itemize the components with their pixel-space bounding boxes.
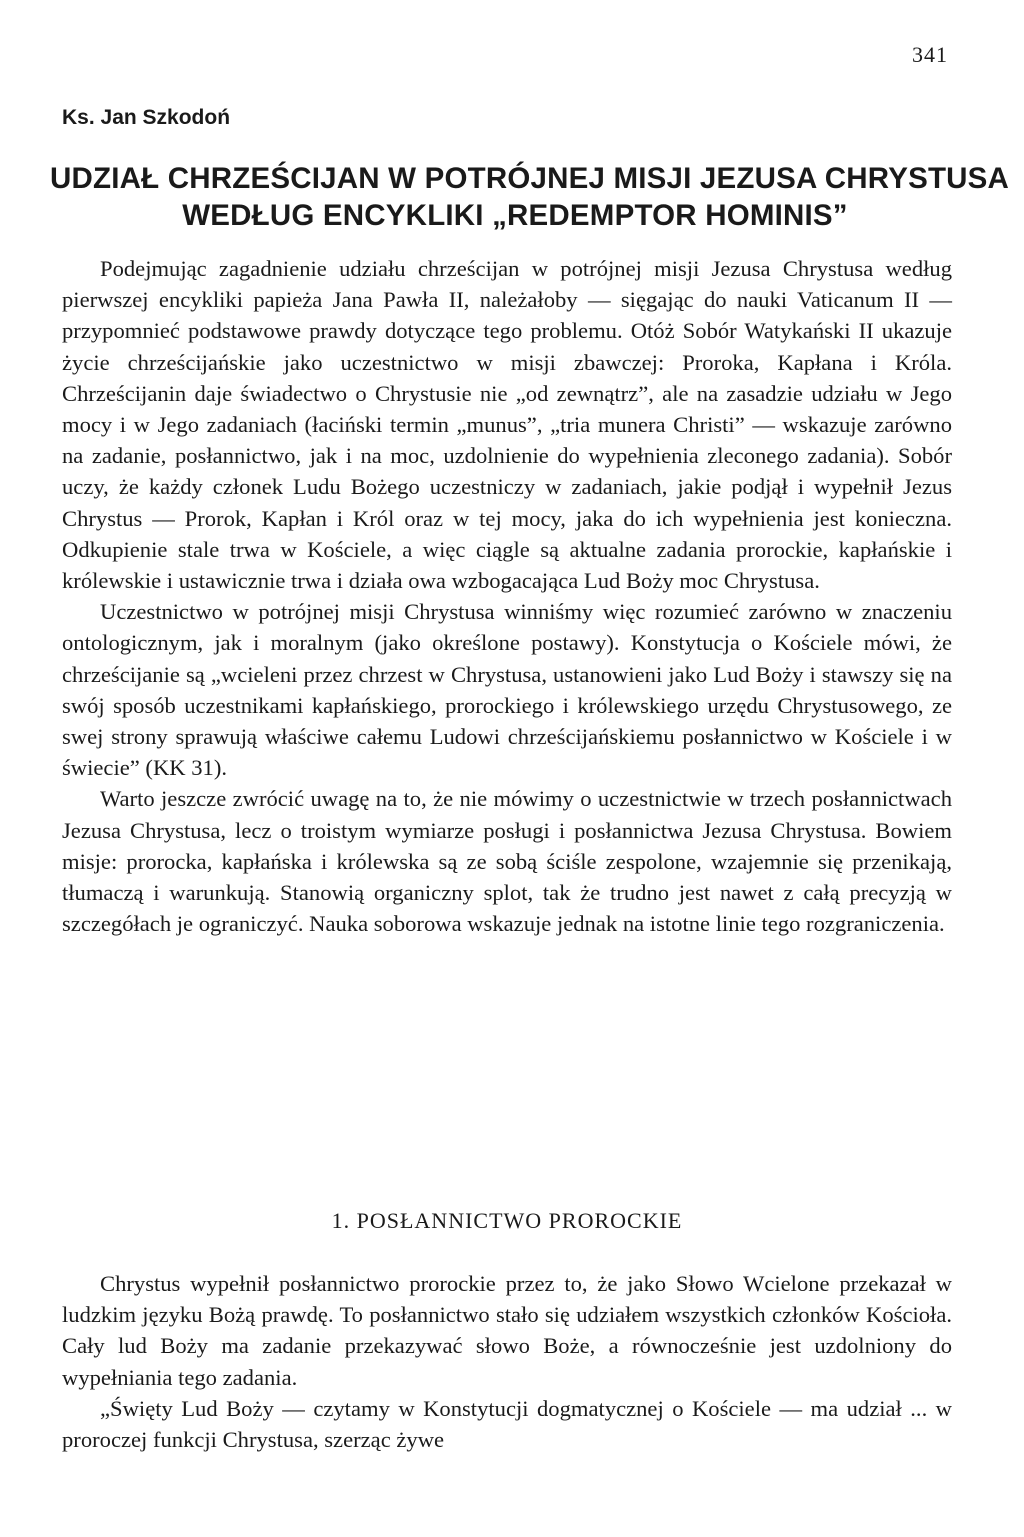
title-line-2: WEDŁUG ENCYKLIKI „REDEMPTOR HOMINIS” (182, 199, 848, 232)
author: Ks. Jan Szkodoń (62, 106, 231, 129)
paragraph: Podejmując zagadnienie udziału chrześcijan w potrójnej misji Jezusa Chrystusa według pierwszej encykliki papieża Jana Pawła II, należałoby — sięgając do nauki Vaticanum II — przypomnieć podstawowe prawdy dotyczące tego problemu. Otóż Sobór Watykański II ukazuje życie chrześcijańskie jako uczestnictwo w misji zbawczej: Proroka, Kapłana i Króla. Chrześcijanin daje świadectwo o Chrystusie nie „od zewnątrz”, ale na zasadzie udziału w Jego mocy i w Jego zadaniach (łaciński termin „munus”, „tria munera Christi” — wskazuje zarówno na zadanie, posłannictwo, jak i na moc, uzdolnienie do wypełnienia zleconego zadania). Sobór uczy, że każdy członek Ludu Bożego uczestniczy w zadaniach, jakie podjął i wypełnił Jezus Chrystus — Prorok, Kapłan i Król oraz w tej mocy, jaka do ich wypełnienia jest konieczna. Odkupienie stale trwa w Kościele, a więc ciągle są aktualne zadania prorockie, kapłańskie i królewskie i ustawicznie trwa i działa owa wzbogacająca Lud Boży moc Chrystusa. (62, 256, 952, 594)
paragraph: „Święty Lud Boży — czytamy w Konstytucji dogmatycznej o Kościele — ma udział ... w proroczej funkcji Chrystusa, szerząc żywe (62, 1395, 952, 1453)
paragraph: Chrystus wypełnił posłannictwo prorockie przez to, że jako Słowo Wcielone przekazał w ludzkim języku Bożą prawdę. To posłannictwo stało się udziałem wszystkich członków Kościoła. Cały lud Boży ma zadanie przekazywać słowo Boże, a równocześnie jest uzdolniony do wypełniania tego zadania. (62, 1271, 952, 1390)
intro-body (62, 253, 952, 939)
paragraph: Uczestnictwo w potrójnej misji Chrystusa winniśmy więc rozumieć zarówno w znaczeniu ontologicznym, jak i moralnym (jako określone postawy). Konstytucja o Kościele mówi, że chrześcijanie są „wcieleni przez chrzest w Chrystusa, ustanowieni jako Lud Boży i stawszy się na swój sposób uczestnikami kapłańskiego, prorockiego i królewskiego urzędu Chrystusowego, ze swej strony sprawują właściwe całemu Ludowi chrześcijańskiemu posłannictwo w Kościele i w świecie” (KK 31). (62, 599, 952, 781)
page-number: 341 (912, 42, 948, 67)
paragraph: Warto jeszcze zwrócić uwagę na to, że nie mówimy o uczestnictwie w trzech posłannictwach Jezusa Chrystusa, lecz o troistym wymiarze posługi i posłannictwa Jezusa Chrystusa. Bowiem misje: prorocka, kapłańska i królewska są ze sobą ściśle zespolone, wzajemnie się przenikają, tłumaczą i warunkują. Stanowią organiczny splot, tak że trudno jest nawet z całą precyzją w szczegółach je ograniczyć. Nauka soborowa wskazuje jednak na istotne linie tego rozgraniczenia. (62, 786, 952, 937)
article-title (50, 160, 1010, 234)
title-line-1: UDZIAŁ CHRZEŚCIJAN W POTRÓJNEJ MISJI JEZUSA CHRYSTUSA (50, 162, 1010, 195)
section-heading: 1. POSŁANNICTWO PROROCKIE (331, 1208, 683, 1233)
section-body (62, 1268, 952, 1455)
